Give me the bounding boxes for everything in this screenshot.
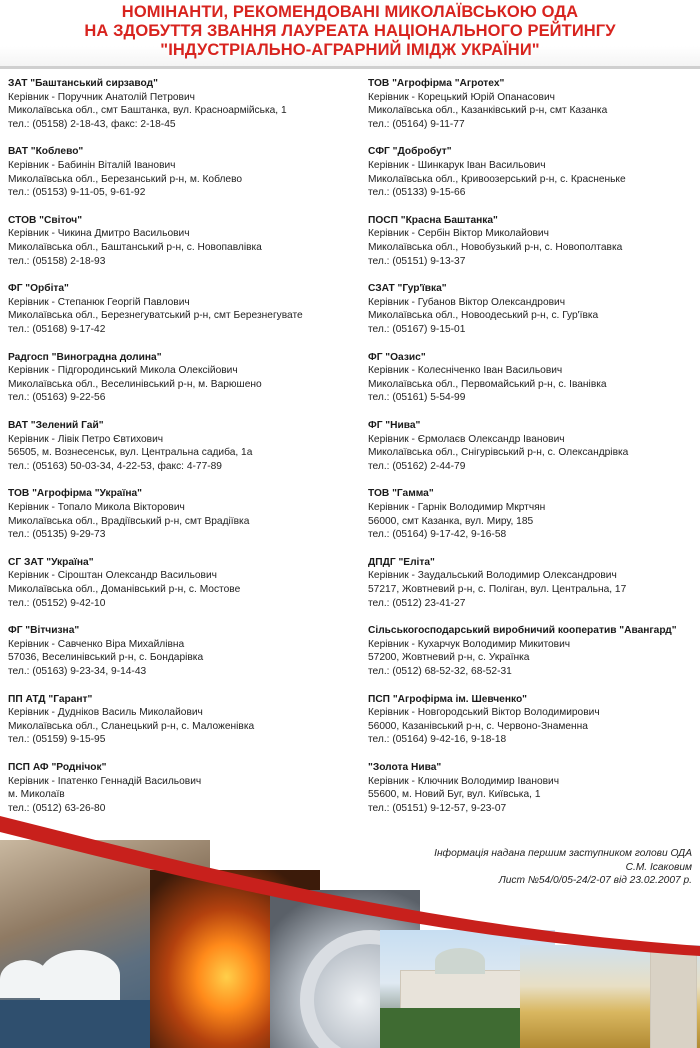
source-note	[332, 847, 692, 888]
nominee-name: ПСП АФ "Роднічок"	[8, 761, 107, 773]
nominee-name: ПОСП "Красна Баштанка"	[368, 214, 498, 226]
nominee-phone: тел.: (05164) 9-17-42, 9-16-58	[368, 529, 507, 541]
nominee-address: 57200, Жовтневий р-н, с. Українка	[368, 652, 530, 664]
nominee-phone: тел.: (05163) 50-03-34, 4-22-53, факс: 4-77-89	[8, 460, 222, 472]
nominee-entry	[8, 214, 353, 282]
header-title-line3: "ІНДУСТРІАЛЬНО-АГРАРНИЙ ІМІДЖ УКРАЇНИ"	[160, 41, 540, 59]
nominee-head: Керівник - Підгородинський Микола Олексійович	[8, 365, 238, 377]
nominee-entry	[368, 693, 698, 761]
nominee-head: Керівник - Ключник Володимир Іванович	[368, 775, 560, 787]
nominee-address: Миколаївська обл., смт Баштанка, вул. Красноармійська, 1	[8, 105, 287, 117]
nominee-name: ФГ "Нива"	[368, 419, 421, 431]
nominee-entry	[8, 282, 353, 350]
nominee-entry	[368, 77, 698, 145]
nominee-name: СТОВ "Світоч"	[8, 214, 83, 226]
nominees-left-column	[8, 77, 353, 829]
nominee-head: Керівник - Топало Микола Вікторович	[8, 501, 185, 513]
nominee-entry	[368, 214, 698, 282]
nominee-phone: тел.: (05153) 9-11-05, 9-61-92	[8, 187, 146, 199]
nominee-name: ФГ "Вітчизна"	[8, 625, 80, 637]
source-note-line3: Лист №54/0/05-24/2-07 від 23.02.2007 р.	[498, 875, 692, 887]
nominee-phone: тел.: (05163) 9-23-34, 9-14-43	[8, 665, 147, 677]
nominee-phone: тел.: (05167) 9-15-01	[368, 323, 466, 335]
nominee-address: 56000, смт Казанка, вул. Миру, 185	[368, 515, 534, 527]
nominee-address: м. Миколаїв	[8, 789, 65, 801]
nominee-name: ДПДГ "Еліта"	[368, 556, 435, 568]
nominee-head: Керівник - Корецький Юрій Опанасович	[368, 91, 555, 103]
nominee-head: Керівник - Заудальський Володимир Олександрович	[368, 570, 617, 582]
nominee-head: Керівник - Сіроштан Олександр Васильович	[8, 570, 217, 582]
nominee-entry	[368, 351, 698, 419]
nominee-entry	[8, 419, 353, 487]
nominee-phone: тел.: (05152) 9-42-10	[8, 597, 106, 609]
nominee-address: Миколаївська обл., Сланецький р-н, с. Маложенівка	[8, 720, 255, 732]
nominee-head: Керівник - Новгородський Віктор Володимирович	[368, 707, 600, 719]
nominee-address: Миколаївська обл., Доманівський р-н, с. Мостове	[8, 583, 241, 595]
nominee-phone: тел.: (05133) 9-15-66	[368, 187, 466, 199]
nominee-address: 57217, Жовтневий р-н, с. Поліган, вул. Центральна, 17	[368, 583, 627, 595]
nominee-phone: тел.: (05158) 2-18-93	[8, 255, 106, 267]
nominee-head: Керівник - Сербін Віктор Миколайович	[368, 228, 549, 240]
nominee-name: СГ ЗАТ "Україна"	[8, 556, 94, 568]
nominee-phone: тел.: (05168) 9-17-42	[8, 323, 106, 335]
nominee-phone: тел.: (0512) 63-26-80	[8, 802, 106, 814]
nominee-phone: тел.: (05161) 5-54-99	[368, 392, 466, 404]
nominee-name: ПСП "Агрофірма ім. Шевченко"	[368, 693, 527, 705]
tower-building-shape	[650, 950, 697, 1048]
nominee-head: Керівник - Шинкарук Іван Васильович	[368, 159, 546, 171]
nominee-entry	[8, 145, 353, 213]
nominee-address: Миколаївська обл., Снігурівський р-н, с. Олександрівка	[368, 447, 629, 459]
nominee-head: Керівник - Чикина Дмитро Васильович	[8, 228, 190, 240]
nominee-address: Миколаївська обл., Первомайський р-н, с. Іванівка	[368, 378, 607, 390]
nominee-entry	[8, 351, 353, 419]
nominee-entry	[368, 487, 698, 555]
nominee-entry	[368, 145, 698, 213]
nominee-entry	[368, 282, 698, 350]
storage-dome-shape	[0, 960, 50, 998]
nominee-phone: тел.: (0512) 23-41-27	[368, 597, 466, 609]
nominee-entry	[368, 556, 698, 624]
nominee-name: ТОВ "Агрофірма "Агротех"	[368, 78, 505, 89]
nominee-phone: тел.: (05164) 9-11-77	[368, 118, 465, 130]
nominee-name: ФГ "Оазис"	[368, 351, 426, 363]
page-header	[0, 0, 700, 66]
nominee-address: Миколаївська обл., Казанківський р-н, смт Казанка	[368, 105, 608, 117]
nominee-name: ВАТ "Зелений Гай"	[8, 419, 104, 431]
header-divider	[0, 66, 700, 69]
nominee-address: Миколаївська обл., Новобузький р-н, с. Новополтавка	[368, 241, 623, 253]
nominee-address: Миколаївська обл., Новоодеський р-н, с. Гур'ївка	[368, 310, 599, 322]
nominee-name: ТОВ "Гамма"	[368, 488, 434, 500]
nominee-phone: тел.: (05159) 9-15-95	[8, 734, 106, 746]
nominee-entry	[8, 693, 353, 761]
nominee-address: Миколаївська обл., Баштанський р-н, с. Новопавлівка	[8, 241, 262, 253]
nominee-name: ПП АТД "Гарант"	[8, 693, 93, 705]
source-note-line2: С.М. Ісаковим	[625, 861, 692, 873]
nominee-head: Керівник - Колесніченко Іван Васильович	[368, 365, 563, 377]
nominee-head: Керівник - Лівік Петро Євтихович	[8, 433, 164, 445]
nominee-head: Керівник - Єрмолаєв Олександр Іванович	[368, 433, 565, 445]
nominee-head: Керівник - Бабинін Віталій Іванович	[8, 159, 176, 171]
nominee-phone: тел.: (05162) 2-44-79	[368, 460, 466, 472]
nominee-phone: тел.: (05135) 9-29-73	[8, 529, 106, 541]
nominee-address: 55600, м. Новий Буг, вул. Київська, 1	[368, 789, 541, 801]
nominee-entry	[8, 487, 353, 555]
nominee-entry	[8, 77, 353, 145]
nominee-name: ЗАТ "Баштанський сирзавод"	[8, 78, 158, 89]
nominee-entry	[8, 556, 353, 624]
nominee-head: Керівник - Дудніков Василь Миколайович	[8, 707, 203, 719]
nominee-head: Керівник - Савченко Віра Михайлівна	[8, 638, 185, 650]
nominee-address: Миколаївська обл., Кривоозерський р-н, с. Красненьке	[368, 173, 626, 185]
header-title-line1: НОМІНАНТИ, РЕКОМЕНДОВАНІ МИКОЛАЇВСЬКОЮ ОДА	[121, 3, 579, 21]
nominee-name: ФГ "Орбіта"	[8, 283, 69, 295]
nominee-name: ВАТ "Коблево"	[8, 146, 84, 158]
wheat-field-photo	[520, 945, 700, 1048]
nominee-name: СФГ "Добробут"	[368, 146, 452, 158]
storage-dome-shape	[40, 950, 120, 1000]
nominee-head: Керівник - Кухарчук Володимир Микитович	[368, 638, 571, 650]
nominee-entry	[368, 419, 698, 487]
nominee-entry	[8, 624, 353, 692]
nominee-head: Керівник - Гарнік Володимир Мкртчян	[368, 501, 546, 513]
nominee-address: Миколаївська обл., Березанський р-н, м. Коблево	[8, 173, 243, 185]
header-title-line2: НА ЗДОБУТТЯ ЗВАННЯ ЛАУРЕАТА НАЦІОНАЛЬНОГО РЕЙТИНГУ	[84, 22, 616, 40]
nominee-phone: тел.: (0512) 68-52-32, 68-52-31	[368, 665, 512, 677]
nominee-name: Радгосп "Виноградна долина"	[8, 351, 162, 363]
nominee-head: Керівник - Степанюк Георгій Павлович	[8, 296, 190, 308]
nominee-name: СЗАТ "Гур'ївка"	[368, 283, 447, 295]
nominee-name: "Золота Нива"	[368, 761, 442, 773]
nominees-right-column	[368, 77, 698, 829]
nominee-address: Миколаївська обл., Березнегуватський р-н, смт Березнегувате	[8, 310, 303, 322]
nominee-phone: тел.: (05158) 2-18-43, факс: 2-18-45	[8, 118, 176, 130]
nominee-address: 57036, Веселинівський р-н, с. Бондарівка	[8, 652, 204, 664]
nominee-address: 56505, м. Вознесенськ, вул. Центральна садиба, 1а	[8, 447, 253, 459]
nominee-head: Керівник - Губанов Віктор Олександрович	[368, 296, 566, 308]
nominee-address: 56000, Казанівський р-н, с. Червоно-Знаменна	[368, 720, 588, 732]
nominee-address: Миколаївська обл., Врадіївський р-н, смт Врадіївка	[8, 515, 250, 527]
nominee-phone: тел.: (05164) 9-42-16, 9-18-18	[368, 734, 507, 746]
nominee-name: Сільськогосподарський виробничий кооператив "Авангард"	[368, 625, 677, 637]
nominee-head: Керівник - Іпатенко Геннадій Васильович	[8, 775, 202, 787]
nominee-head: Керівник - Поручник Анатолій Петрович	[8, 91, 195, 103]
nominee-entry	[368, 624, 698, 692]
nominee-phone: тел.: (05151) 9-13-37	[368, 255, 466, 267]
nominee-phone: тел.: (05151) 9-12-57, 9-23-07	[368, 802, 507, 814]
source-note-line1: Інформація надана першим заступником голови ОДА	[434, 848, 692, 859]
nominee-name: ТОВ "Агрофірма "Україна"	[8, 488, 142, 500]
nominee-address: Миколаївська обл., Веселинівський р-н, м. Варюшено	[8, 378, 262, 390]
nominee-phone: тел.: (05163) 9-22-56	[8, 392, 106, 404]
